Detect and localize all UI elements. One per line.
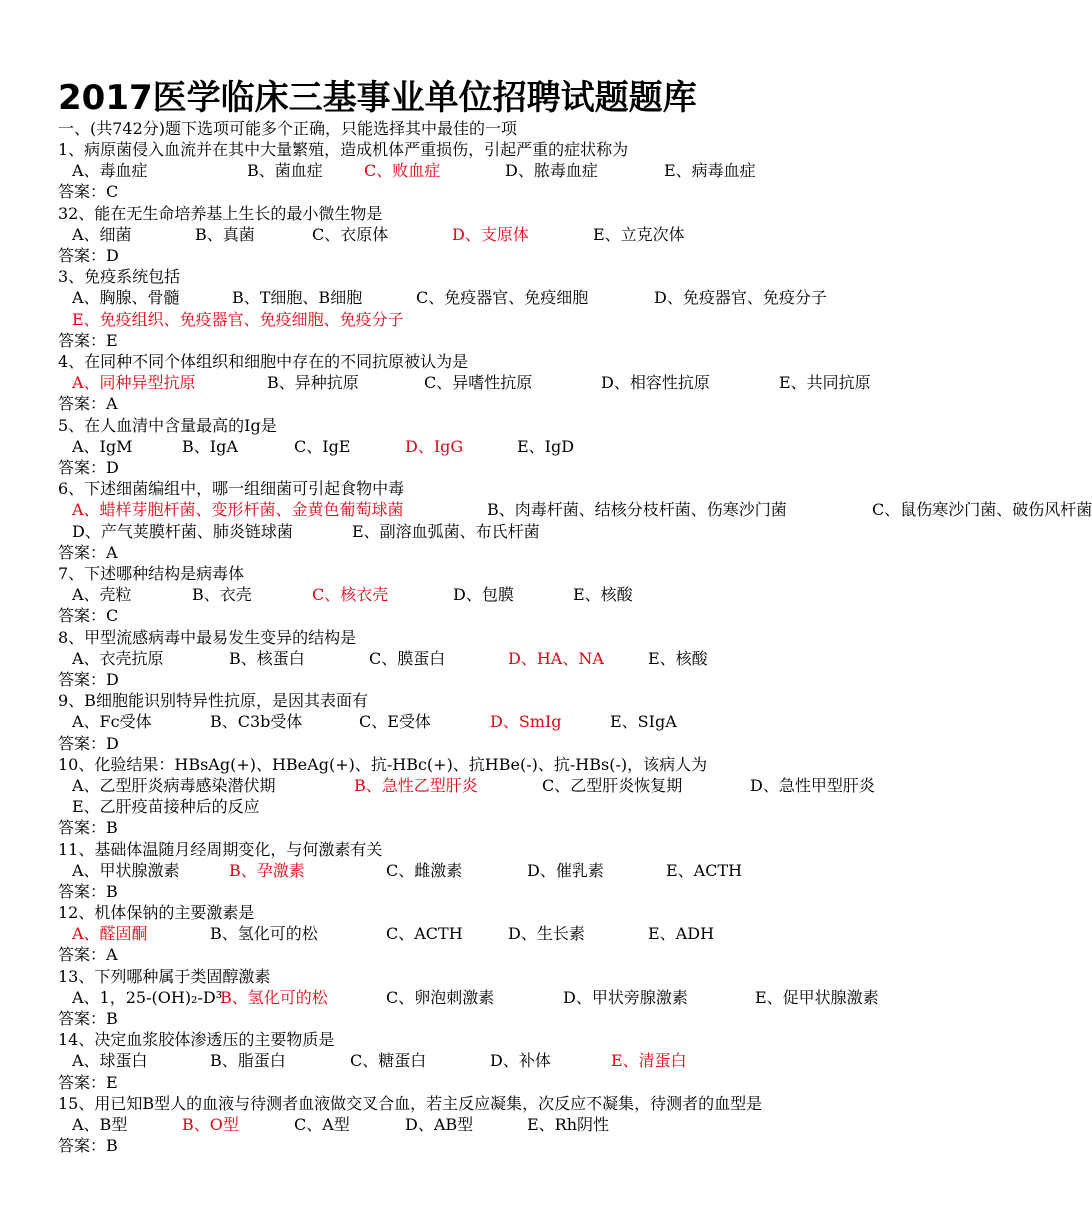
option: C、异嗜性抗原 — [424, 373, 533, 393]
option: B、脂蛋白 — [210, 1051, 286, 1071]
correct-option: C、核衣壳 — [312, 585, 389, 605]
option: A、胸腺、骨髓 — [72, 288, 180, 308]
option: C、糖蛋白 — [350, 1051, 427, 1071]
option: D、补体 — [490, 1051, 551, 1071]
answer-line — [58, 1072, 918, 1093]
answer-label: 答案： — [58, 669, 107, 689]
option: D、急性甲型肝炎 — [750, 775, 875, 795]
option: E、ADH — [648, 924, 715, 944]
answer-label: 答案： — [58, 245, 107, 265]
question-text: 11、基础体温随月经周期变化，与何激素有关 — [58, 839, 383, 859]
answer-value: D — [106, 669, 119, 689]
option: C、A型 — [294, 1115, 350, 1135]
question-text: 12、机体保钠的主要激素是 — [58, 903, 255, 923]
option: E、共同抗原 — [779, 373, 871, 393]
answer-line — [58, 733, 918, 754]
answer-line — [58, 393, 918, 414]
options-row — [58, 499, 1092, 520]
options-row — [58, 521, 918, 542]
answer-line — [58, 1008, 918, 1029]
answer-value: A — [106, 542, 118, 562]
option: E、副溶血弧菌、布氏杆菌 — [352, 521, 540, 541]
question-text: 10、化验结果：HBsAg(+)、HBeAg(+)、抗-HBc(+)、抗HBe(-)、抗-HBs(-)，该病人为 — [58, 754, 708, 774]
option: B、异种抗原 — [267, 373, 359, 393]
question-text: 3、免疫系统包括 — [58, 267, 181, 287]
options-row — [58, 287, 918, 308]
option: A、球蛋白 — [72, 1051, 148, 1071]
options-row — [58, 436, 918, 457]
option: C、ACTH — [386, 924, 463, 944]
option: A、细菌 — [72, 224, 132, 244]
answer-value: C — [106, 182, 119, 202]
correct-option: A、醛固酮 — [72, 924, 148, 944]
correct-option: E、免疫组织、免疫器官、免疫细胞、免疫分子 — [72, 309, 404, 329]
correct-option: B、急性乙型肝炎 — [354, 775, 478, 795]
option: D、生长素 — [508, 924, 585, 944]
correct-option: A、蜡样芽胞杆菌、变形杆菌、金黄色葡萄球菌 — [72, 500, 404, 520]
correct-option: D、SmIg — [490, 712, 562, 732]
option: D、脓毒血症 — [505, 161, 598, 181]
options-row — [58, 160, 918, 181]
option: E、核酸 — [648, 648, 708, 668]
option: A、衣壳抗原 — [72, 648, 164, 668]
answer-line — [58, 944, 918, 965]
answer-label: 答案： — [58, 1009, 107, 1029]
answer-line — [58, 245, 918, 266]
answer-value: B — [106, 818, 118, 838]
option: C、衣原体 — [312, 224, 389, 244]
option: B、T细胞、B细胞 — [232, 288, 363, 308]
answer-line — [58, 330, 918, 351]
question-text: 32、能在无生命培养基上生长的最小微生物是 — [58, 203, 383, 223]
option: D、产气荚膜杆菌、肺炎链球菌 — [72, 521, 293, 541]
option: E、IgD — [517, 436, 575, 456]
option: E、Rh阴性 — [527, 1115, 610, 1135]
option: D、相容性抗原 — [601, 373, 710, 393]
correct-option: E、清蛋白 — [611, 1051, 687, 1071]
option: D、AB型 — [405, 1115, 474, 1135]
option: A、毒血症 — [72, 161, 148, 181]
document-page — [58, 78, 1092, 1156]
correct-option: A、同种异型抗原 — [72, 373, 196, 393]
correct-option: D、IgG — [405, 436, 464, 456]
question-list — [58, 139, 1092, 1156]
option: C、IgE — [294, 436, 351, 456]
option: D、甲状旁腺激素 — [563, 987, 688, 1007]
option: B、衣壳 — [192, 585, 252, 605]
answer-line — [58, 669, 918, 690]
correct-option: B、孕激素 — [229, 860, 305, 880]
answer-line — [58, 457, 918, 478]
option: A、甲状腺激素 — [72, 860, 180, 880]
option: E、乙肝疫苗接种后的反应 — [72, 797, 260, 817]
answer-label: 答案： — [58, 881, 107, 901]
question-text: 14、决定血浆胶体渗透压的主要物质是 — [58, 1030, 335, 1050]
document-title: 2017医学临床三基事业单位招聘试题题库 — [58, 78, 697, 118]
question-text: 5、在人血清中含量最高的Ig是 — [58, 415, 277, 435]
options-row — [58, 224, 918, 245]
option: A、1，25-(OH)₂-D³ — [72, 987, 223, 1007]
answer-value: D — [106, 457, 119, 477]
answer-label: 答案： — [58, 606, 107, 626]
correct-option: B、O型 — [182, 1115, 239, 1135]
option: C、免疫器官、免疫细胞 — [416, 288, 589, 308]
options-row — [58, 775, 918, 796]
answer-value: C — [106, 606, 119, 626]
option: B、核蛋白 — [229, 648, 305, 668]
answer-value: B — [106, 1136, 118, 1156]
option: B、菌血症 — [247, 161, 323, 181]
question-text: 6、下述细菌编组中，哪一组细菌可引起食物中毒 — [58, 479, 405, 499]
options-row — [58, 987, 918, 1008]
answer-line — [58, 881, 918, 902]
answer-value: B — [106, 1009, 118, 1029]
option: D、包膜 — [453, 585, 514, 605]
option: E、立克次体 — [593, 224, 685, 244]
answer-label: 答案： — [58, 945, 107, 965]
answer-value: A — [106, 945, 118, 965]
option: A、IgM — [72, 436, 133, 456]
answer-label: 答案： — [58, 330, 107, 350]
option: A、壳粒 — [72, 585, 132, 605]
answer-value: D — [106, 245, 119, 265]
answer-line — [58, 817, 918, 838]
answer-line — [58, 1135, 918, 1156]
answer-line — [58, 605, 918, 626]
option: C、卵泡刺激素 — [386, 987, 495, 1007]
options-row — [58, 372, 918, 393]
option: E、SIgA — [610, 712, 677, 732]
options-row — [58, 711, 918, 732]
answer-label: 答案： — [58, 182, 107, 202]
correct-option: C、败血症 — [364, 161, 441, 181]
options-row — [58, 796, 918, 817]
answer-value: E — [106, 330, 118, 350]
options-row — [58, 923, 918, 944]
option: B、氢化可的松 — [210, 924, 318, 944]
option: B、C3b受体 — [210, 712, 303, 732]
option: E、病毒血症 — [664, 161, 756, 181]
option: C、E受体 — [359, 712, 431, 732]
option: E、促甲状腺激素 — [755, 987, 879, 1007]
option: A、乙型肝炎病毒感染潜伏期 — [72, 775, 276, 795]
answer-label: 答案： — [58, 733, 107, 753]
answer-value: A — [106, 394, 118, 414]
option: B、IgA — [182, 436, 238, 456]
options-row — [58, 1050, 918, 1071]
answer-value: B — [106, 881, 118, 901]
answer-label: 答案： — [58, 818, 107, 838]
correct-option: D、支原体 — [452, 224, 529, 244]
option: C、膜蛋白 — [369, 648, 446, 668]
question-text: 13、下列哪种属于类固醇激素 — [58, 966, 271, 986]
options-row — [58, 648, 918, 669]
question-text: 9、B细胞能识别特异性抗原，是因其表面有 — [58, 691, 368, 711]
answer-line — [58, 542, 918, 563]
options-row — [58, 584, 918, 605]
question-text: 15、用已知B型人的血液与待测者血液做交叉合血，若主反应凝集，次反应不凝集，待测者的血型是 — [58, 1093, 763, 1113]
options-row — [58, 860, 918, 881]
option: E、ACTH — [666, 860, 743, 880]
answer-label: 答案： — [58, 457, 107, 477]
question-text: 7、下述哪种结构是病毒体 — [58, 563, 245, 583]
option: B、真菌 — [195, 224, 255, 244]
section-heading: 一、(共742分)题下选项可能多个正确，只能选择其中最佳的一项 — [58, 119, 518, 138]
options-row — [58, 1114, 918, 1135]
option: A、B型 — [72, 1115, 128, 1135]
option: C、雌激素 — [386, 860, 463, 880]
question-text: 1、病原菌侵入血流并在其中大量繁殖，造成机体严重损伤，引起严重的症状称为 — [58, 140, 629, 159]
answer-label: 答案： — [58, 394, 107, 414]
option: E、核酸 — [573, 585, 633, 605]
option: D、催乳素 — [527, 860, 604, 880]
option: D、免疫器官、免疫分子 — [654, 288, 827, 308]
answer-line — [58, 181, 918, 202]
correct-option: B、氢化可的松 — [220, 987, 328, 1007]
options-row — [58, 309, 918, 330]
option: B、肉毒杆菌、结核分枝杆菌、伤寒沙门菌 — [487, 500, 787, 520]
question-text: 4、在同种不同个体组织和细胞中存在的不同抗原被认为是 — [58, 351, 469, 371]
answer-label: 答案： — [58, 542, 107, 562]
option: A、Fc受体 — [72, 712, 152, 732]
answer-label: 答案： — [58, 1136, 107, 1156]
option: C、乙型肝炎恢复期 — [542, 775, 683, 795]
answer-value: D — [106, 733, 119, 753]
question-text: 8、甲型流感病毒中最易发生变异的结构是 — [58, 627, 357, 647]
answer-value: E — [106, 1072, 118, 1092]
answer-label: 答案： — [58, 1072, 107, 1092]
option: C、鼠伤寒沙门菌、破伤风杆菌 — [872, 500, 1092, 520]
correct-option: D、HA、NA — [508, 648, 604, 668]
